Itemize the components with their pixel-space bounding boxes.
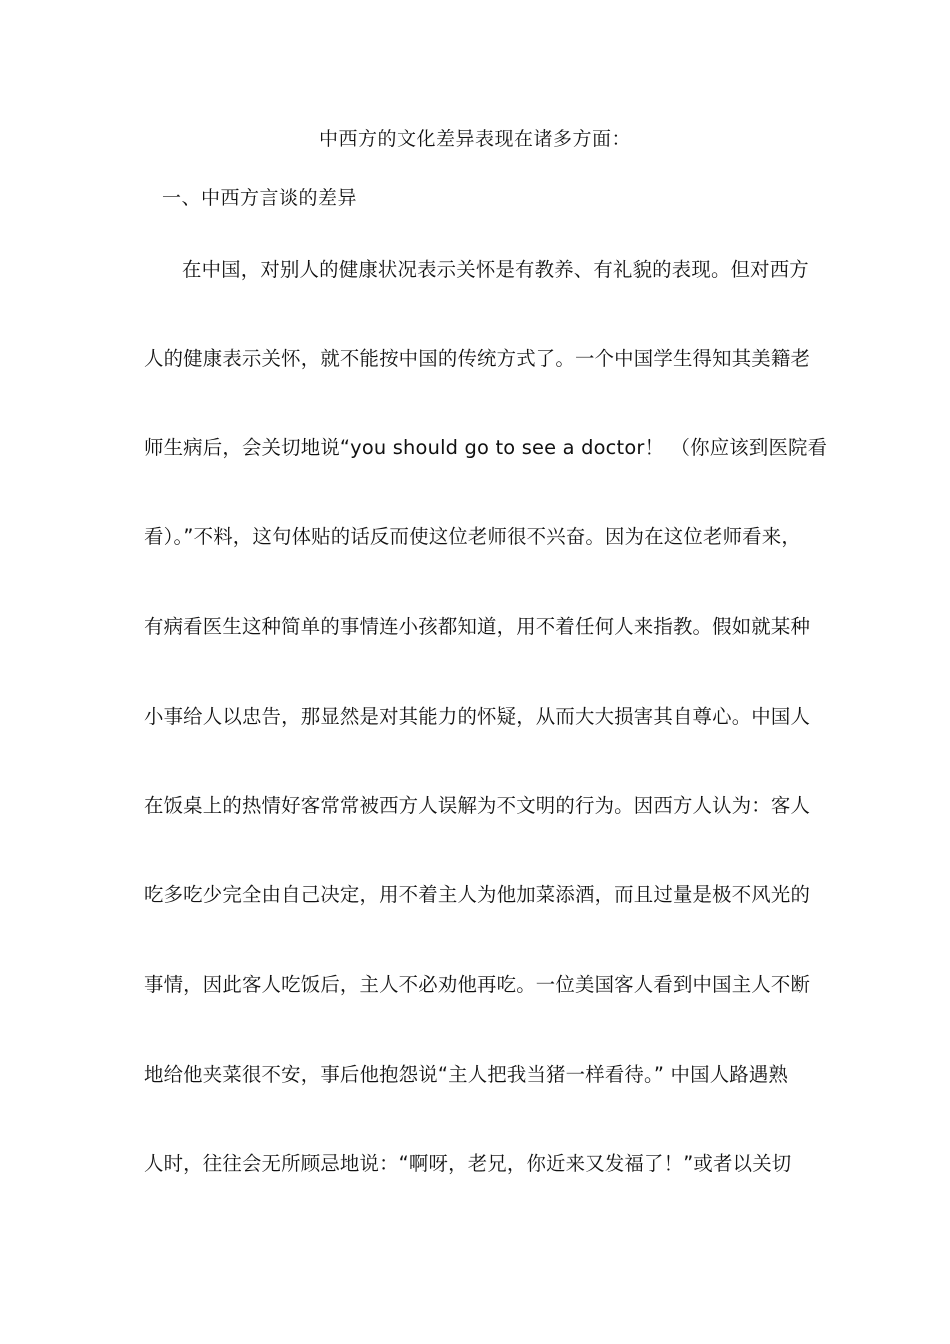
paragraph-line: 在中国，对别人的健康状况表示关怀是有教养、有礼貌的表现。但对西方 bbox=[182, 258, 809, 281]
paragraph-line: 吃多吃少完全由自己决定，用不着主人为他加菜添酒，而且过量是极不风光的 bbox=[144, 883, 811, 906]
paragraph-line: 地给他夹菜很不安，事后他抱怨说“主人把我当猪一样看待。” 中国人路遇熟 bbox=[144, 1063, 789, 1086]
paragraph-line: 事情，因此客人吃饭后，主人不必劝他再吃。一位美国客人看到中国主人不断 bbox=[144, 973, 811, 996]
paragraph-line: 师生病后，会关切地说“you should go to see a doctor！ （你应该到医院看 bbox=[144, 436, 828, 459]
paragraph-line: 在饭桌上的热情好客常常被西方人误解为不文明的行为。因西方人认为：客人 bbox=[144, 794, 811, 817]
paragraph-line: 人时，往往会无所顾忌地说：“啊呀，老兄，你近来又发福了！”或者以关切 bbox=[144, 1152, 792, 1175]
section-heading: 一、中西方言谈的差异 bbox=[162, 187, 358, 209]
document-title: 中西方的文化差异表现在诸多方面： bbox=[318, 128, 631, 150]
paragraph-line: 有病看医生这种简单的事情连小孩都知道，用不着任何人来指教。假如就某种 bbox=[144, 615, 811, 638]
paragraph-line: 人的健康表示关怀，就不能按中国的传统方式了。一个中国学生得知其美籍老 bbox=[144, 347, 811, 370]
paragraph-line: 小事给人以忠告，那显然是对其能力的怀疑，从而大大损害其自尊心。中国人 bbox=[144, 705, 811, 728]
paragraph-line: 看）。”不料，这句体贴的话反而使这位老师很不兴奋。因为在这位老师看来， bbox=[144, 525, 801, 548]
